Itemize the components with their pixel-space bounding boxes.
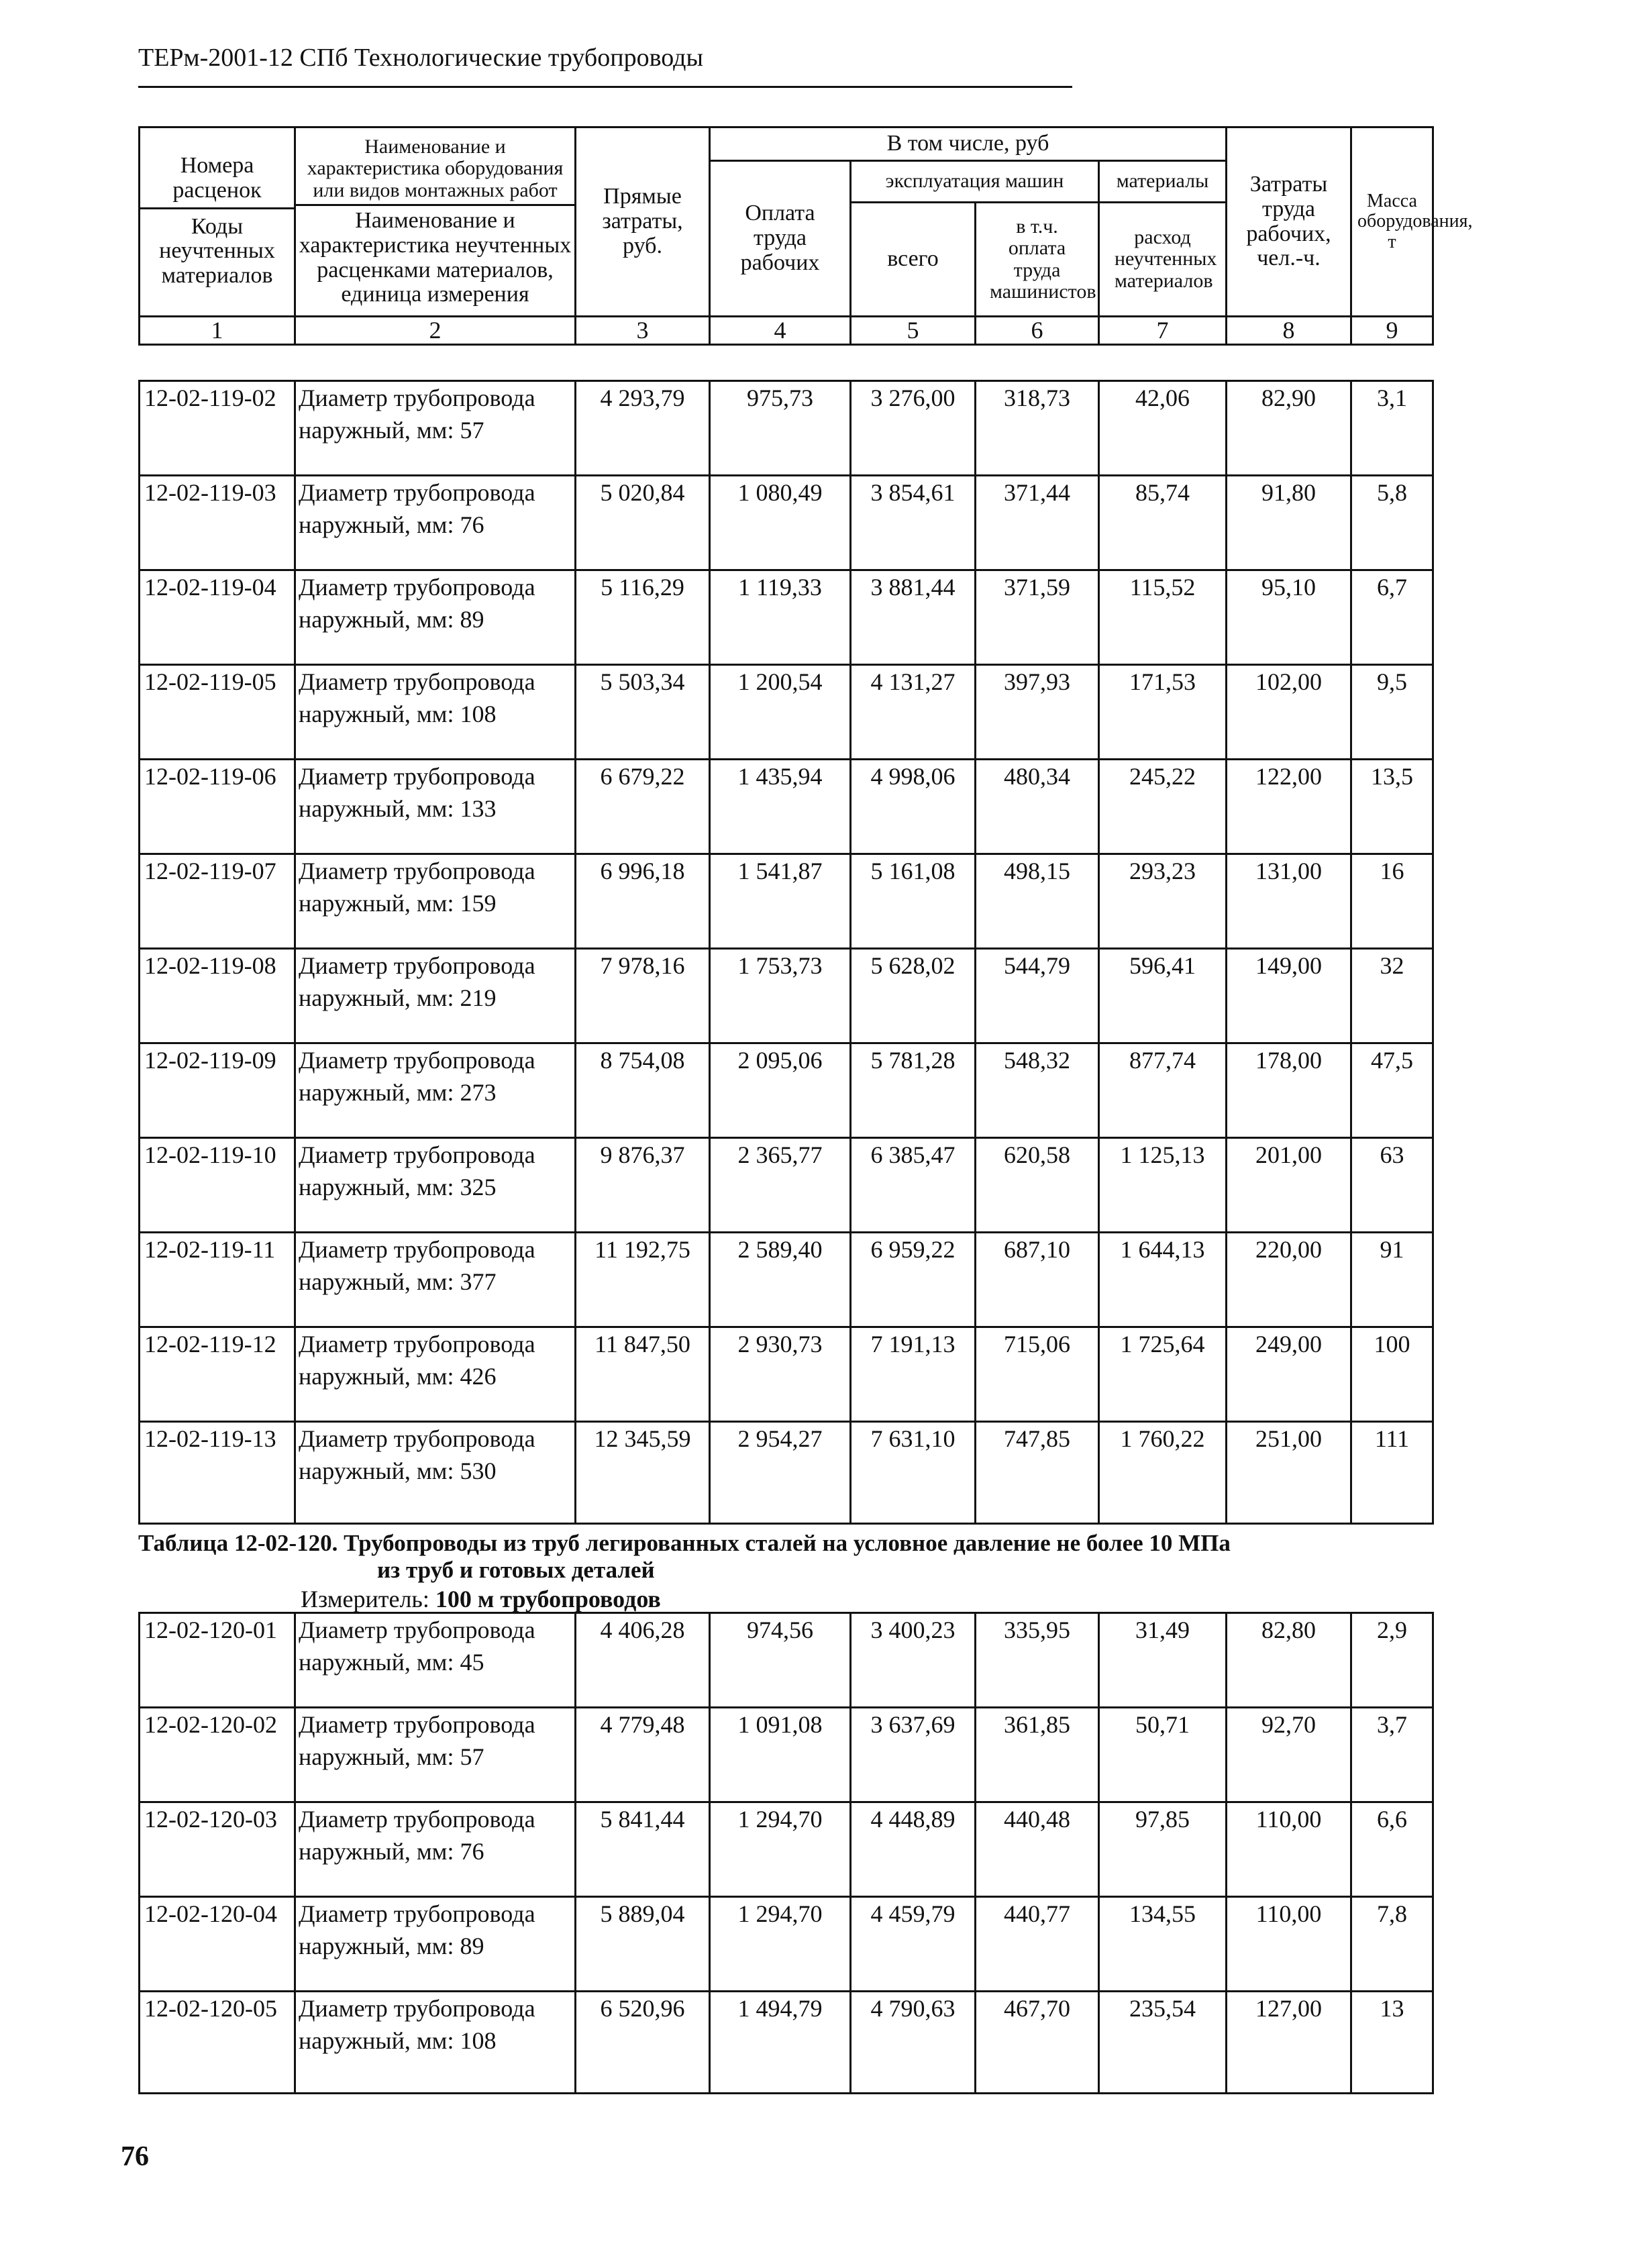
col-number: 6 [976,317,1099,345]
table-row [140,854,1433,949]
cell-hours: 251,00 [1227,1422,1351,1524]
cell-labor: 975,73 [710,381,851,476]
cell-hours: 82,90 [1227,381,1351,476]
cell-code: 12-02-120-03 [140,1802,295,1897]
cell-labor: 974,56 [710,1613,851,1708]
cell-mach-total: 7 191,13 [851,1327,976,1422]
cell-code: 12-02-119-06 [140,760,295,854]
cell-mass: 3,1 [1351,381,1433,476]
col1-bottom-label: Коды неучтенных материалов [140,207,294,294]
col7-label: расход неучтенных материалов [1099,203,1227,317]
cell-materials: 1 125,13 [1099,1138,1227,1233]
cell-code: 12-02-119-05 [140,665,295,760]
cell-mach-labor: 440,77 [976,1897,1099,1992]
table-12-02-119-body [140,381,1433,1524]
cell-hours: 220,00 [1227,1233,1351,1327]
materials-label: материалы [1099,161,1227,203]
cell-direct: 6 996,18 [576,854,710,949]
cell-name: Диаметр трубопровода наружный, мм: 108 [295,1992,576,2094]
cell-hours: 95,10 [1227,570,1351,665]
col6-label: в т.ч. оплата труда машинистов [976,203,1099,317]
cell-hours: 82,80 [1227,1613,1351,1708]
table-row [140,1708,1433,1802]
cell-mass: 6,6 [1351,1802,1433,1897]
cell-mach-total: 4 998,06 [851,760,976,854]
table-row [140,760,1433,854]
table-row [140,570,1433,665]
cell-direct: 11 847,50 [576,1327,710,1422]
table-row [140,1327,1433,1422]
cell-hours: 92,70 [1227,1708,1351,1802]
cell-mach-labor: 318,73 [976,381,1099,476]
cell-mass: 16 [1351,854,1433,949]
cell-labor: 1 494,79 [710,1992,851,2094]
cell-direct: 6 520,96 [576,1992,710,2094]
cell-mach-labor: 548,32 [976,1043,1099,1138]
cell-materials: 1 725,64 [1099,1327,1227,1422]
cell-mach-total: 5 781,28 [851,1043,976,1138]
cell-mass: 111 [1351,1422,1433,1524]
cell-mass: 91 [1351,1233,1433,1327]
cell-code: 12-02-120-01 [140,1613,295,1708]
cell-mach-total: 7 631,10 [851,1422,976,1524]
table-row [140,476,1433,570]
cell-name: Диаметр трубопровода наружный, мм: 219 [295,949,576,1043]
cell-mass: 13 [1351,1992,1433,2094]
col-number: 7 [1099,317,1227,345]
cell-mass: 7,8 [1351,1897,1433,1992]
page-number: 76 [121,2141,149,2172]
cell-direct: 4 779,48 [576,1708,710,1802]
page-title: ТЕРм-2001-12 СПб Технологические трубопроводы [138,44,704,72]
cell-labor: 2 365,77 [710,1138,851,1233]
cell-name: Диаметр трубопровода наружный, мм: 57 [295,381,576,476]
cell-code: 12-02-119-07 [140,854,295,949]
cell-labor: 1 200,54 [710,665,851,760]
cell-mach-total: 4 459,79 [851,1897,976,1992]
cell-name: Диаметр трубопровода наружный, мм: 108 [295,665,576,760]
cell-labor: 2 095,06 [710,1043,851,1138]
cell-materials: 134,55 [1099,1897,1227,1992]
cell-direct: 5 020,84 [576,476,710,570]
cell-code: 12-02-119-10 [140,1138,295,1233]
col4-label: Оплата труда рабочих [710,161,851,317]
measure-unit [301,1585,661,1613]
cell-labor: 1 435,94 [710,760,851,854]
cell-mach-labor: 620,58 [976,1138,1099,1233]
cell-hours: 127,00 [1227,1992,1351,2094]
group-label: В том числе, руб [710,127,1227,161]
cell-direct: 5 116,29 [576,570,710,665]
cell-mach-total: 4 790,63 [851,1992,976,2094]
cell-mach-total: 3 881,44 [851,570,976,665]
cell-materials: 1 760,22 [1099,1422,1227,1524]
col-number: 4 [710,317,851,345]
table-12-02-120 [138,1612,1434,2094]
cell-mach-labor: 498,15 [976,854,1099,949]
cell-code: 12-02-119-03 [140,476,295,570]
cell-direct: 12 345,59 [576,1422,710,1524]
cell-materials: 171,53 [1099,665,1227,760]
cell-mach-total: 6 385,47 [851,1138,976,1233]
cell-hours: 249,00 [1227,1327,1351,1422]
cell-mach-total: 4 448,89 [851,1802,976,1897]
cell-materials: 293,23 [1099,854,1227,949]
cell-mach-labor: 687,10 [976,1233,1099,1327]
cell-name: Диаметр трубопровода наружный, мм: 45 [295,1613,576,1708]
cell-hours: 178,00 [1227,1043,1351,1138]
cell-mass: 63 [1351,1138,1433,1233]
cell-direct: 11 192,75 [576,1233,710,1327]
cell-direct: 8 754,08 [576,1043,710,1138]
cell-materials: 1 644,13 [1099,1233,1227,1327]
table-row [140,1802,1433,1897]
cell-mach-labor: 467,70 [976,1992,1099,2094]
cell-mach-total: 4 131,27 [851,665,976,760]
cell-labor: 1 294,70 [710,1802,851,1897]
cell-materials: 245,22 [1099,760,1227,854]
cell-materials: 877,74 [1099,1043,1227,1138]
cell-labor: 1 541,87 [710,854,851,949]
col-number: 1 [140,317,295,345]
cell-name: Диаметр трубопровода наружный, мм: 57 [295,1708,576,1802]
cell-hours: 110,00 [1227,1802,1351,1897]
cell-labor: 1 119,33 [710,570,851,665]
measure-unit-label: Измеритель: [301,1586,429,1612]
cell-mach-labor: 371,59 [976,570,1099,665]
cell-hours: 110,00 [1227,1897,1351,1992]
col-number: 9 [1351,317,1433,345]
cell-name: Диаметр трубопровода наружный, мм: 159 [295,854,576,949]
col3-label: Прямые затраты, руб. [576,127,710,317]
table-row [140,1422,1433,1524]
cell-mass: 9,5 [1351,665,1433,760]
cell-labor: 1 294,70 [710,1897,851,1992]
col-number: 3 [576,317,710,345]
table-row [140,1613,1433,1708]
cell-direct: 7 978,16 [576,949,710,1043]
cell-code: 12-02-119-08 [140,949,295,1043]
cell-mach-labor: 440,48 [976,1802,1099,1897]
cell-hours: 201,00 [1227,1138,1351,1233]
table-row [140,381,1433,476]
machines-label: эксплуатация машин [851,161,1099,203]
cell-name: Диаметр трубопровода наружный, мм: 133 [295,760,576,854]
cell-hours: 102,00 [1227,665,1351,760]
col2-bottom-label: Наименование и характеристика неучтенных расценками материалов, единица измерения [296,204,574,310]
cell-labor: 2 589,40 [710,1233,851,1327]
cell-code: 12-02-119-11 [140,1233,295,1327]
cell-direct: 4 293,79 [576,381,710,476]
table-12-02-119 [138,380,1434,1525]
cell-mach-labor: 544,79 [976,949,1099,1043]
cell-name: Диаметр трубопровода наружный, мм: 273 [295,1043,576,1138]
cell-mass: 6,7 [1351,570,1433,665]
cell-hours: 122,00 [1227,760,1351,854]
cell-mass: 32 [1351,949,1433,1043]
cell-materials: 97,85 [1099,1802,1227,1897]
cell-direct: 5 503,34 [576,665,710,760]
cell-code: 12-02-120-05 [140,1992,295,2094]
cell-mass: 2,9 [1351,1613,1433,1708]
col1-top-label: Номера расценок [172,153,262,203]
cell-mach-total: 6 959,22 [851,1233,976,1327]
table-row [140,1043,1433,1138]
table-row [140,1233,1433,1327]
cell-code: 12-02-119-02 [140,381,295,476]
cell-direct: 5 841,44 [576,1802,710,1897]
cell-code: 12-02-120-02 [140,1708,295,1802]
cell-labor: 2 930,73 [710,1327,851,1422]
cell-materials: 235,54 [1099,1992,1227,2094]
cell-mach-total: 3 276,00 [851,381,976,476]
table-row [140,1138,1433,1233]
cell-materials: 115,52 [1099,570,1227,665]
table-caption: Таблица 12-02-120. Трубопроводы из труб легированных сталей на условное давление не более 10 МПа [138,1530,1231,1556]
cell-labor: 1 080,49 [710,476,851,570]
cell-code: 12-02-119-12 [140,1327,295,1422]
cell-code: 12-02-119-09 [140,1043,295,1138]
table-row [140,949,1433,1043]
cell-name: Диаметр трубопровода наружный, мм: 530 [295,1422,576,1524]
title-rule [138,86,1072,88]
cell-mass: 47,5 [1351,1043,1433,1138]
cell-mach-labor: 335,95 [976,1613,1099,1708]
col2-top-label: Наименование и характеристика оборудования или видов монтажных работ [307,135,564,201]
cell-mach-total: 5 161,08 [851,854,976,949]
cell-mass: 100 [1351,1327,1433,1422]
cell-name: Диаметр трубопровода наружный, мм: 76 [295,476,576,570]
col8-label: Затраты труда рабочих, чел.-ч. [1227,127,1351,317]
cell-mach-labor: 397,93 [976,665,1099,760]
cell-name: Диаметр трубопровода наружный, мм: 89 [295,1897,576,1992]
cell-hours: 131,00 [1227,854,1351,949]
cell-hours: 91,80 [1227,476,1351,570]
cell-mach-labor: 747,85 [976,1422,1099,1524]
table-row [140,1897,1433,1992]
cell-direct: 9 876,37 [576,1138,710,1233]
cell-labor: 1 091,08 [710,1708,851,1802]
cell-mach-labor: 361,85 [976,1708,1099,1802]
cell-materials: 50,71 [1099,1708,1227,1802]
col9-label: Масса оборудования, т [1351,127,1433,317]
col-number: 2 [295,317,576,345]
cell-code: 12-02-119-13 [140,1422,295,1524]
column-header-table [138,126,1473,346]
cell-direct: 5 889,04 [576,1897,710,1992]
cell-direct: 6 679,22 [576,760,710,854]
table-row [140,1992,1433,2094]
cell-mach-total: 3 637,69 [851,1708,976,1802]
col-number: 8 [1227,317,1351,345]
cell-mach-labor: 715,06 [976,1327,1099,1422]
cell-name: Диаметр трубопровода наружный, мм: 426 [295,1327,576,1422]
cell-direct: 4 406,28 [576,1613,710,1708]
table-caption-continued: из труб и готовых деталей [377,1557,655,1583]
cell-mass: 13,5 [1351,760,1433,854]
cell-name: Диаметр трубопровода наружный, мм: 89 [295,570,576,665]
cell-materials: 596,41 [1099,949,1227,1043]
cell-mass: 5,8 [1351,476,1433,570]
cell-materials: 31,49 [1099,1613,1227,1708]
cell-labor: 2 954,27 [710,1422,851,1524]
cell-mach-total: 3 400,23 [851,1613,976,1708]
cell-mass: 3,7 [1351,1708,1433,1802]
cell-mach-total: 5 628,02 [851,949,976,1043]
cell-labor: 1 753,73 [710,949,851,1043]
cell-hours: 149,00 [1227,949,1351,1043]
measure-unit-value: 100 м трубопроводов [435,1586,661,1612]
col5-label: всего [851,203,976,317]
cell-materials: 85,74 [1099,476,1227,570]
cell-mach-total: 3 854,61 [851,476,976,570]
cell-name: Диаметр трубопровода наружный, мм: 377 [295,1233,576,1327]
col-number: 5 [851,317,976,345]
table-12-02-120-body [140,1613,1433,2094]
cell-mach-labor: 480,34 [976,760,1099,854]
cell-code: 12-02-119-04 [140,570,295,665]
cell-code: 12-02-120-04 [140,1897,295,1992]
table-row [140,665,1433,760]
cell-name: Диаметр трубопровода наружный, мм: 76 [295,1802,576,1897]
cell-materials: 42,06 [1099,381,1227,476]
cell-name: Диаметр трубопровода наружный, мм: 325 [295,1138,576,1233]
cell-mach-labor: 371,44 [976,476,1099,570]
